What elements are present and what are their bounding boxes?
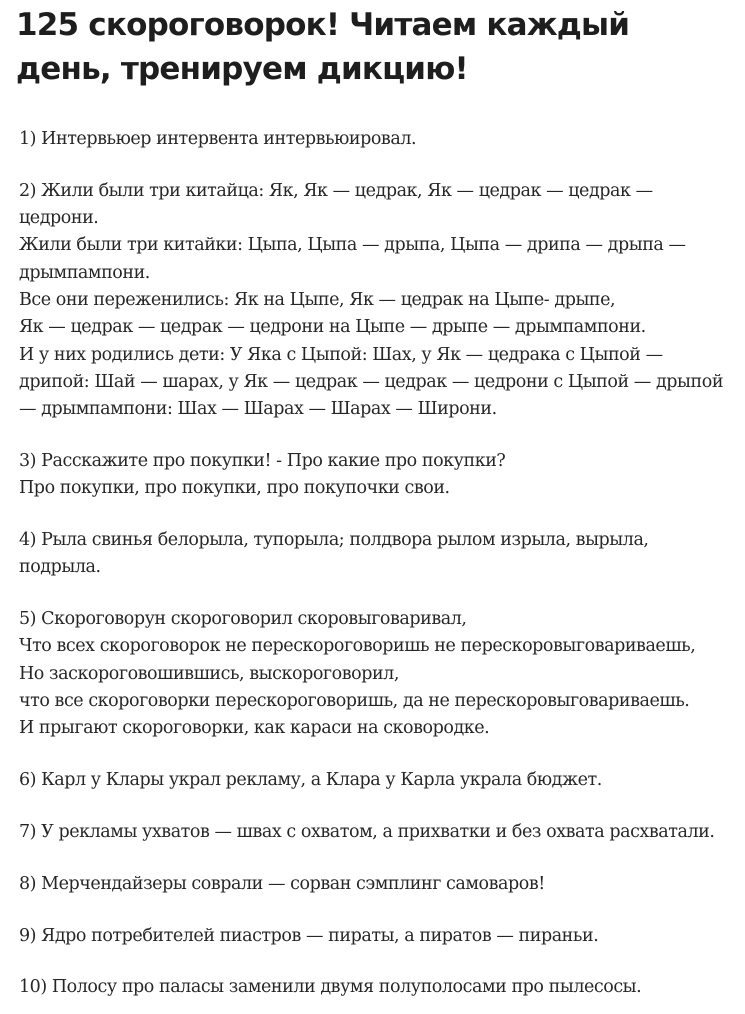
paragraph-line: Жили были три китайки: Цыпа, Цыпа — дрыпа, Цыпа — дрипа — дрыпа — xyxy=(19,235,686,256)
paragraph-line: что все скороговорки перескороговоришь, да не перескоровыговариваешь. xyxy=(19,691,690,712)
paragraph-line: Про покупки, про покупки, про покупочки свои. xyxy=(19,478,450,499)
paragraph-line: И прыгают скороговорки, как караси на сковородке. xyxy=(19,718,490,739)
paragraph-line: 10) Полосу про паласы заменили двумя полуполосами про пылесосы. xyxy=(19,977,642,998)
article-title xyxy=(16,3,736,91)
title-line: день, тренируем дикцию! xyxy=(16,51,468,87)
tongue-twister-paragraph xyxy=(19,527,745,582)
paragraph-line: Як — цедрак — цедрак — цедрони на Цыпе — дрыпе — дрымпампони. xyxy=(19,317,646,338)
paragraph-line: 5) Скороговорун скороговорил скоровыговаривал, xyxy=(19,609,467,630)
paragraph-line: 1) Интервьюер интервента интервьюировал. xyxy=(19,129,417,149)
paragraph-line: И у них родились дети: У Яка с Цыпой: Шах, у Як — цедрака с Цыпой — xyxy=(19,344,663,365)
paragraph-line: дрипой: Шай — шарах, у Як — цедрак — цедрак — цедрони с Цыпой — дрыпой xyxy=(19,371,724,392)
article-body xyxy=(19,126,745,1014)
paragraph-line: Что всех скороговорок не перескороговоришь не перескоровыговариваешь, xyxy=(19,636,696,657)
paragraph-line: — дрымпампони: Шах — Шарах — Шарах — Широни. xyxy=(19,399,497,420)
tongue-twister-paragraph xyxy=(19,178,745,424)
paragraph-line: 8) Мерчендайзеры соврали — сорван сэмплинг самоваров! xyxy=(19,873,545,894)
tongue-twister-paragraph xyxy=(19,767,745,794)
paragraph-line: 7) У рекламы ухватов — швах с охватом, а прихватки и без охвата расхватали. xyxy=(19,821,715,842)
paragraph-line: Но заскороговошившись, выскороговорил, xyxy=(19,663,399,684)
tongue-twister-paragraph xyxy=(19,606,745,742)
tongue-twister-paragraph xyxy=(19,126,745,153)
title-line: 125 скороговорок! Читаем каждый xyxy=(16,7,630,43)
paragraph-line: 6) Карл у Клары украл рекламу, а Клара у Карла украла бюджет. xyxy=(19,770,602,791)
paragraph-line: Все они переженились: Як на Цыпе, Як — цедрак на Цыпе- дрыпе, xyxy=(19,289,616,310)
tongue-twister-paragraph xyxy=(19,448,745,503)
paragraph-line: 2) Жили были три китайца: Як, Як — цедрак, Як — цедрак — цедрак — xyxy=(19,180,653,201)
paragraph-line: подрыла. xyxy=(19,557,101,578)
paragraph-line: 3) Расскажите про покупки! - Про какие про покупки? xyxy=(19,450,506,471)
tongue-twister-paragraph xyxy=(19,819,745,846)
tongue-twister-paragraph xyxy=(19,974,745,1001)
paragraph-line: 9) Ядро потребителей пиастров — пираты, а пиратов — пираньи. xyxy=(19,925,599,946)
tongue-twister-paragraph xyxy=(19,923,745,950)
tongue-twister-paragraph xyxy=(19,871,745,898)
paragraph-line: дрымпампони. xyxy=(19,262,150,283)
paragraph-line: 4) Рыла свинья белорыла, тупорыла; полдвора рылом изрыла, вырыла, xyxy=(19,530,649,551)
paragraph-line: цедрони. xyxy=(19,208,99,229)
